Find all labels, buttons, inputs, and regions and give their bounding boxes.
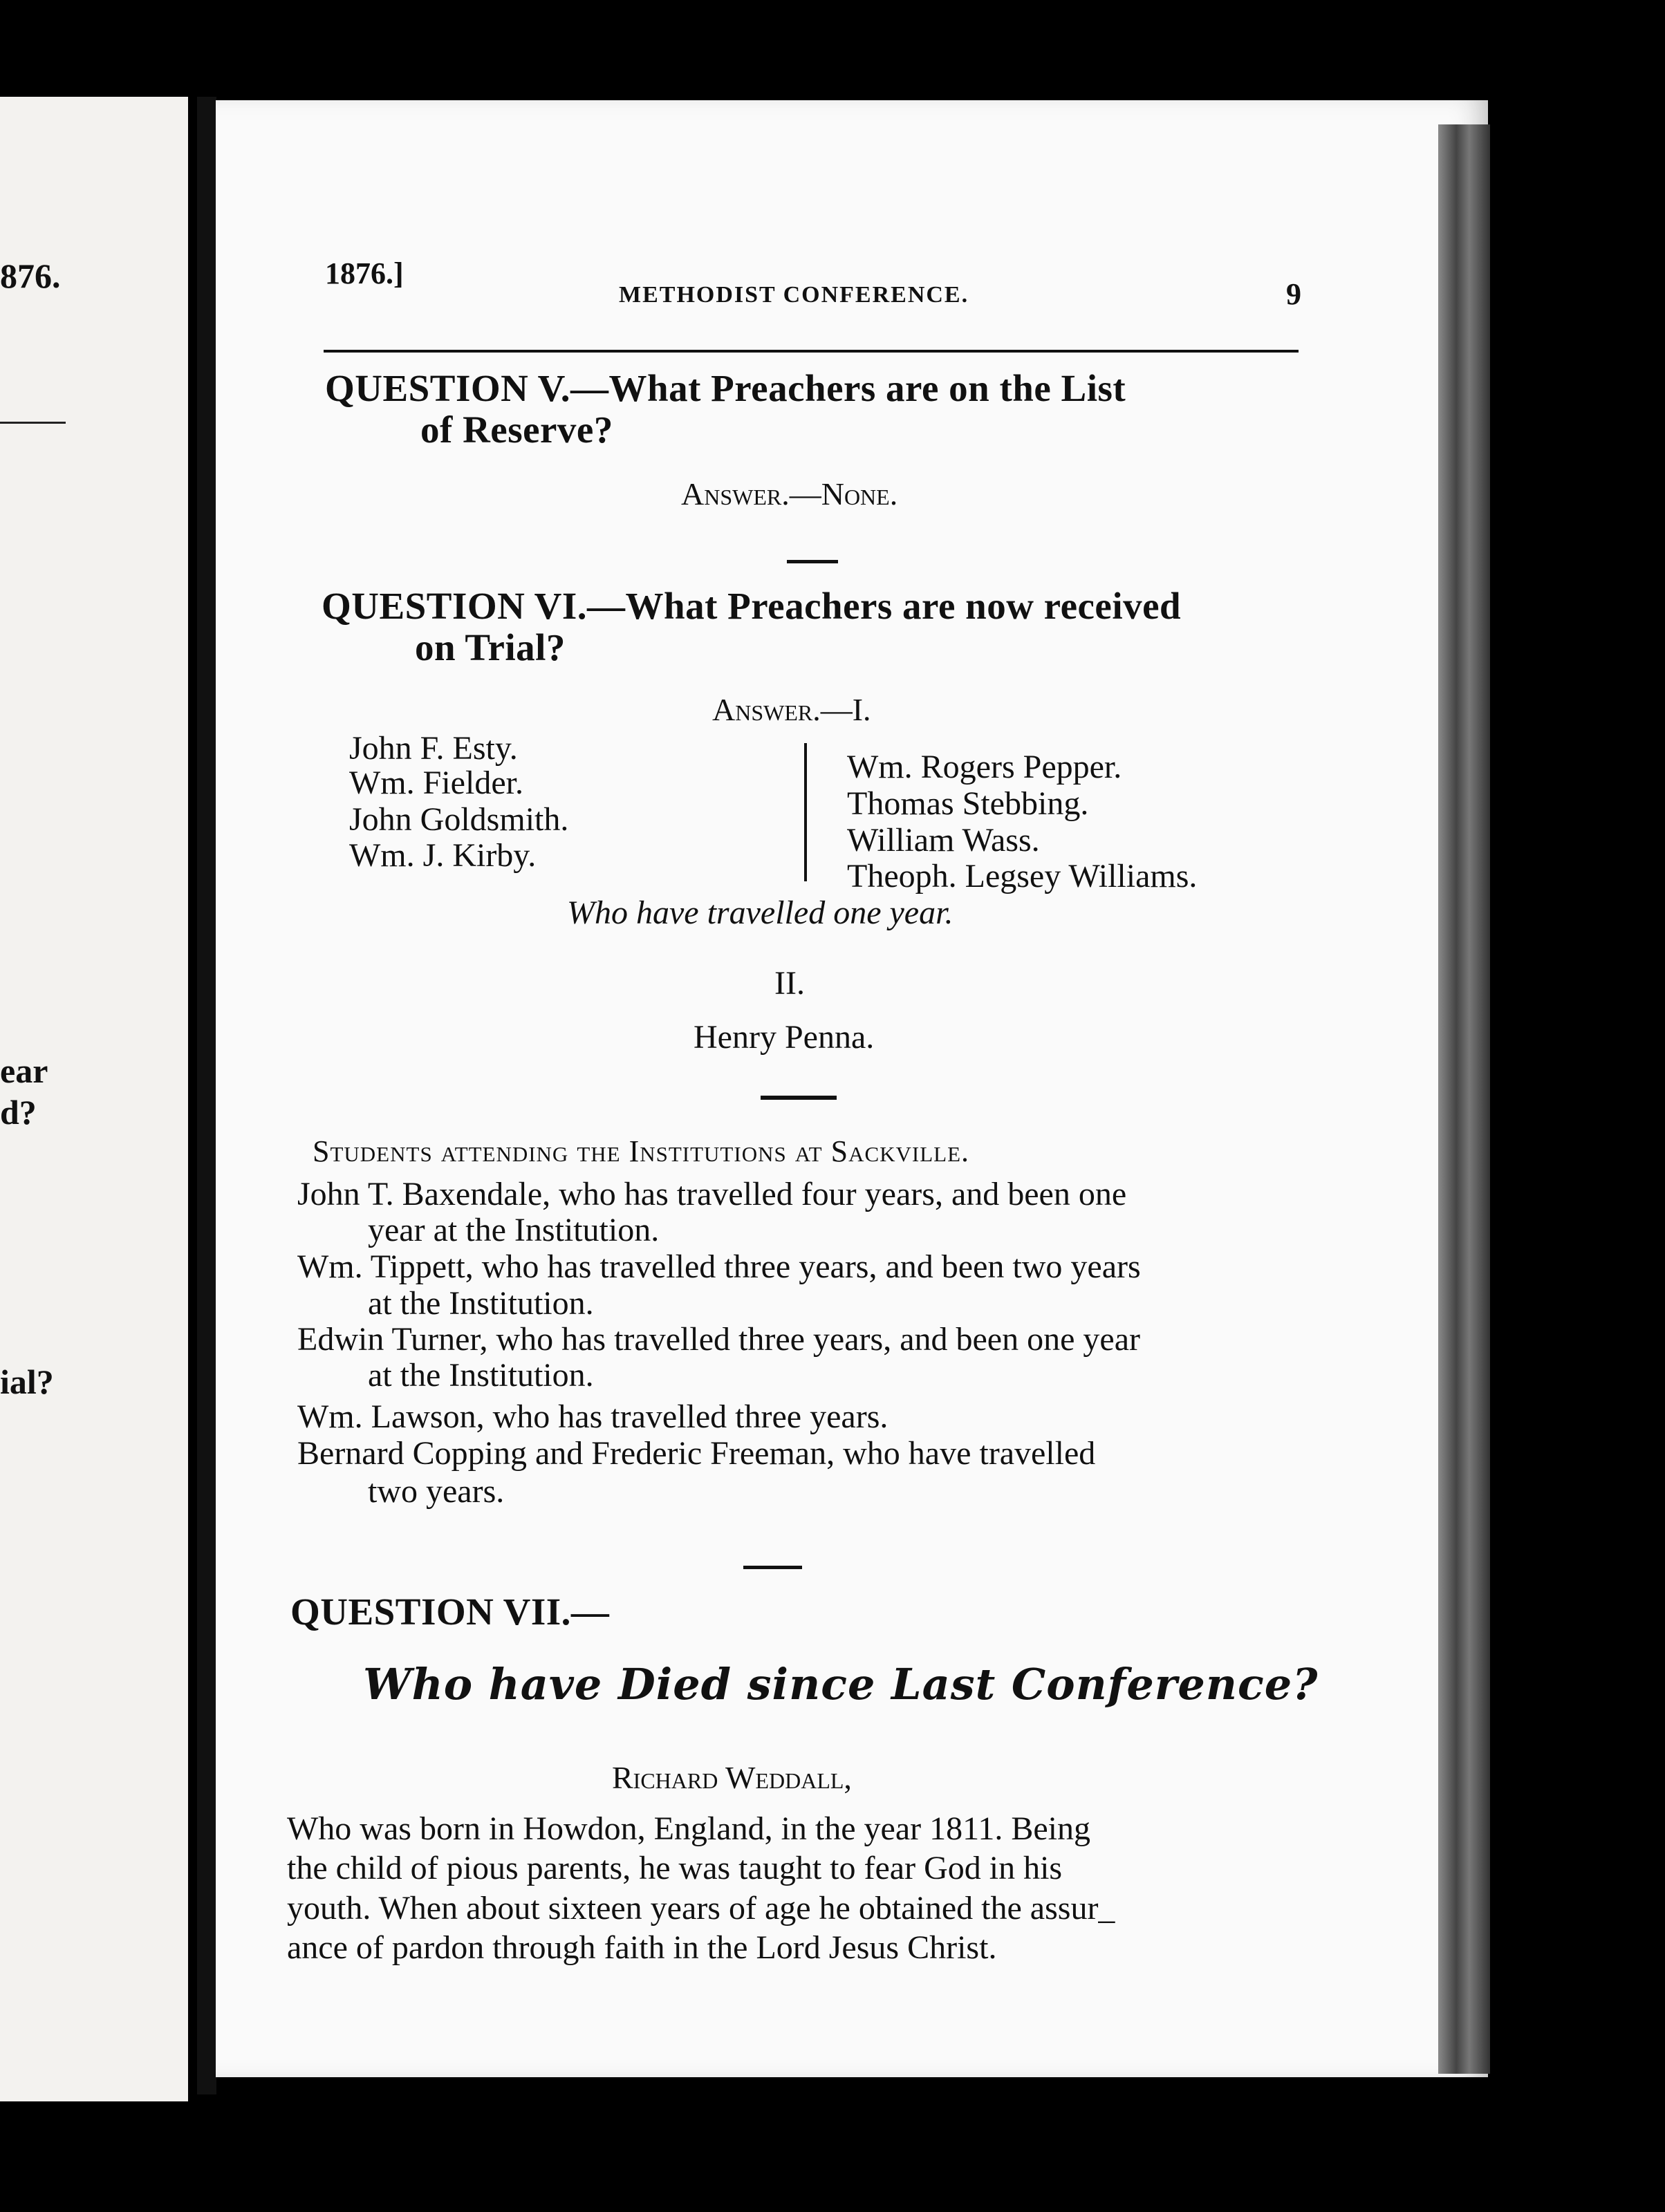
trial-name-right: Wm. Rogers Pepper. bbox=[847, 749, 1122, 785]
obituary-line: youth. When about sixteen years of age he obtained the assur_ bbox=[287, 1890, 1115, 1927]
trial-name-right: Theoph. Legsey Williams. bbox=[847, 858, 1198, 894]
name-columns-divider bbox=[804, 743, 807, 881]
student-line: two years. bbox=[368, 1473, 505, 1510]
trial-name-right: Thomas Stebbing. bbox=[847, 785, 1089, 822]
section-ii: II. bbox=[774, 965, 805, 1002]
section-divider bbox=[761, 1096, 837, 1100]
question6-line1: QUESTION VI.—What Preachers are now received bbox=[322, 585, 1182, 627]
trial-note: Who have travelled one year. bbox=[567, 894, 954, 931]
prev-page-text-fragment: d? bbox=[0, 1093, 37, 1132]
section-divider bbox=[787, 560, 838, 563]
obituary-line: the child of pious parents, he was taught to fear God in his bbox=[287, 1850, 1063, 1886]
student-line: John T. Baxendale, who has travelled four years, and been one bbox=[297, 1176, 1127, 1212]
obituary-name: Richard Weddall, bbox=[612, 1760, 852, 1795]
question6-line2: on Trial? bbox=[415, 626, 566, 668]
section-divider bbox=[743, 1566, 802, 1569]
question5-answer: Answer.—None. bbox=[681, 476, 898, 512]
trial-name-left: John F. Esty. bbox=[349, 730, 518, 767]
trial-name-right: William Wass. bbox=[847, 822, 1040, 859]
book-gutter bbox=[197, 97, 216, 2094]
question5-line1: QUESTION V.—What Preachers are on the List bbox=[325, 367, 1126, 409]
student-line: Bernard Copping and Frederic Freeman, who have travelled bbox=[297, 1435, 1096, 1472]
student-line: Wm. Lawson, who has travelled three years. bbox=[297, 1398, 889, 1435]
obituary-line: Who was born in Howdon, England, in the year 1811. Being bbox=[287, 1810, 1091, 1847]
obituary-line: ance of pardon through faith in the Lord Jesus Christ. bbox=[287, 1929, 997, 1966]
question6-answer: Answer.—I. bbox=[712, 692, 871, 727]
trial-name-left: John Goldsmith. bbox=[349, 801, 569, 838]
question5-line2: of Reserve? bbox=[420, 409, 613, 451]
student-line: at the Institution. bbox=[368, 1285, 594, 1322]
trial-name-left: Wm. Fielder. bbox=[349, 765, 523, 801]
student-line: Wm. Tippett, who has travelled three years, and been two years bbox=[297, 1248, 1141, 1285]
header-rule bbox=[324, 350, 1299, 353]
prev-page-rule bbox=[0, 422, 66, 424]
prev-page-header-fragment: 876. bbox=[0, 256, 61, 295]
question7-subtitle: Who have Died since Last Conference? bbox=[363, 1659, 1319, 1709]
student-line: Edwin Turner, who has travelled three years, and been one year bbox=[297, 1321, 1141, 1358]
page-edge bbox=[1438, 124, 1490, 2074]
page-number: 9 bbox=[1286, 277, 1301, 311]
student-line: year at the Institution. bbox=[368, 1212, 660, 1248]
prev-page-text-fragment: ear bbox=[0, 1051, 48, 1090]
previous-page-fragment bbox=[0, 97, 188, 2101]
section-ii-name: Henry Penna. bbox=[694, 1019, 875, 1056]
prev-page-text-fragment: ial? bbox=[0, 1362, 54, 1401]
student-line: at the Institution. bbox=[368, 1357, 594, 1394]
students-heading: Students attending the Institutions at Sackville. bbox=[313, 1134, 970, 1168]
trial-name-left: Wm. J. Kirby. bbox=[349, 837, 537, 874]
header-title: METHODIST CONFERENCE. bbox=[619, 282, 969, 308]
header-year: 1876.] bbox=[325, 256, 404, 290]
question7-line1: QUESTION VII.— bbox=[290, 1591, 610, 1633]
